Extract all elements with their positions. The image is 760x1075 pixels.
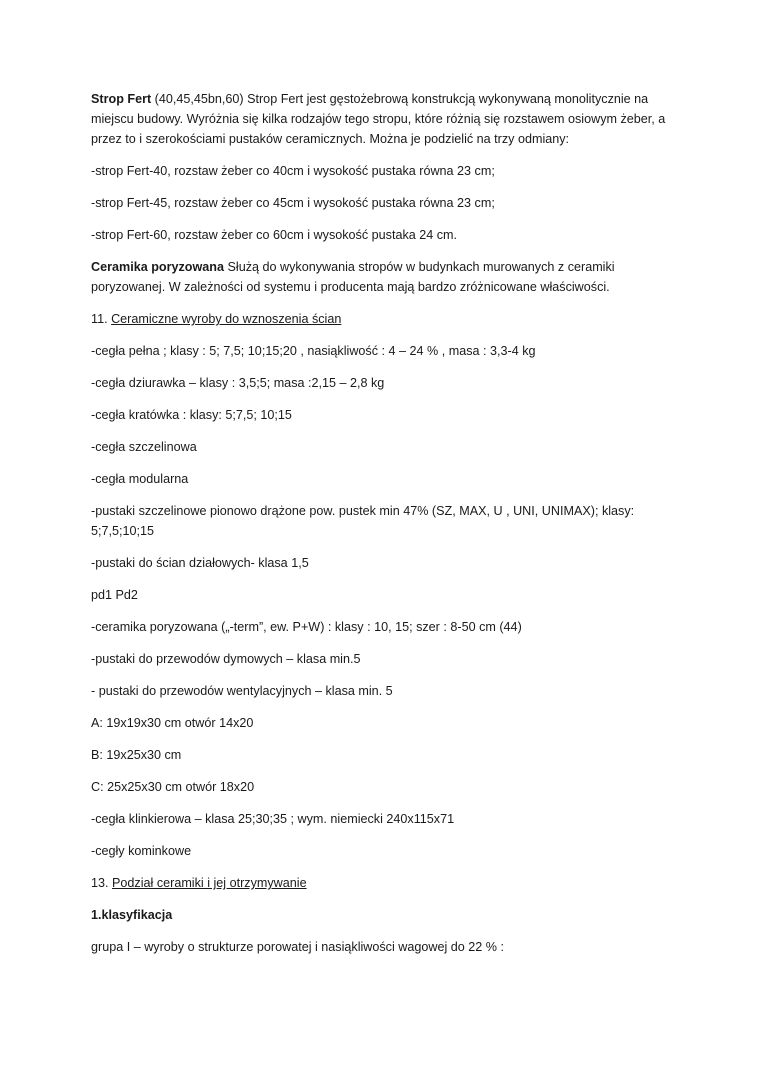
grupa-1-text: grupa I – wyroby o strukturze porowatej i nasiąkliwości wagowej do 22 % : (91, 940, 504, 954)
section-11-heading (91, 309, 681, 329)
list-item: -ceramika poryzowana („-term”, ew. P+W) : klasy : 10, 15; szer : 8-50 cm (44) (91, 620, 522, 634)
list-item: -cegła klinkierowa – klasa 25;30;35 ; wym. niemiecki 240x115x71 (91, 812, 455, 826)
section-11-number: 11. (91, 312, 112, 326)
list-item: -cegły kominkowe (91, 844, 192, 858)
section-13-number: 13. (91, 876, 113, 890)
list-item: -cegła dziurawka – klasy : 3,5;5; masa :2,15 – 2,8 kg (91, 376, 385, 390)
klasyfikacja-heading (91, 905, 681, 925)
list-item: - pustaki do przewodów wentylacyjnych – klasa min. 5 (91, 684, 393, 698)
fert-item: -strop Fert-45, rozstaw żeber co 45cm i wysokość pustaka równa 23 cm; (91, 196, 495, 210)
strop-fert-paragraph (91, 89, 681, 149)
list-item: -pustaki do przewodów dymowych – klasa min.5 (91, 652, 361, 666)
list-item: B: 19x25x30 cm (91, 748, 182, 762)
ceramika-title: Ceramika poryzowana (91, 260, 224, 274)
ceramika-paragraph (91, 257, 681, 297)
list-item: -cegła pełna ; klasy : 5; 7,5; 10;15;20 , nasiąkliwość : 4 – 24 % , masa : 3,3-4 kg (91, 344, 536, 358)
klasyfikacja-title: 1.klasyfikacja (91, 908, 173, 922)
list-item: -cegła modularna (91, 472, 189, 486)
list-item: -pustaki do ścian działowych- klasa 1,5 (91, 556, 309, 570)
list-item: A: 19x19x30 cm otwór 14x20 (91, 716, 254, 730)
section-11-title: Ceramiczne wyroby do wznoszenia ścian (111, 312, 342, 326)
fert-item: -strop Fert-60, rozstaw żeber co 60cm i wysokość pustaka 24 cm. (91, 228, 458, 242)
strop-fert-title: Strop Fert (91, 92, 152, 106)
document-body (91, 89, 681, 969)
ceramika-text: Służą do wykonywania stropów w budynkach murowanych z ceramiki poryzowanej. W zależności od systemu i producenta mają bardzo zróżnicowane właściwości. (91, 260, 615, 294)
list-item: pd1 Pd2 (91, 588, 138, 602)
section-13-title: Podział ceramiki i jej otrzymywanie (112, 876, 307, 890)
section-13-heading (91, 873, 681, 893)
list-item: -cegła szczelinowa (91, 440, 197, 454)
list-item: C: 25x25x30 cm otwór 18x20 (91, 780, 255, 794)
strop-fert-text: (40,45,45bn,60) Strop Fert jest gęstożebrową konstrukcją wykonywaną monolitycznie na miejscu budowy. Wyróżnia się kilka rodzajów tego stropu, które różnią się rozstawem osiowym żeber, a przez to i szerokościami pustaków ceramicznych. Można je podzielić na trzy odmiany: (91, 92, 666, 146)
fert-item: -strop Fert-40, rozstaw żeber co 40cm i wysokość pustaka równa 23 cm; (91, 164, 495, 178)
list-item: -pustaki szczelinowe pionowo drążone pow. pustek min 47% (SZ, MAX, U , UNI, UNIMAX); klasy: 5;7,5;10;15 (91, 504, 635, 538)
list-item: -cegła kratówka : klasy: 5;7,5; 10;15 (91, 408, 292, 422)
